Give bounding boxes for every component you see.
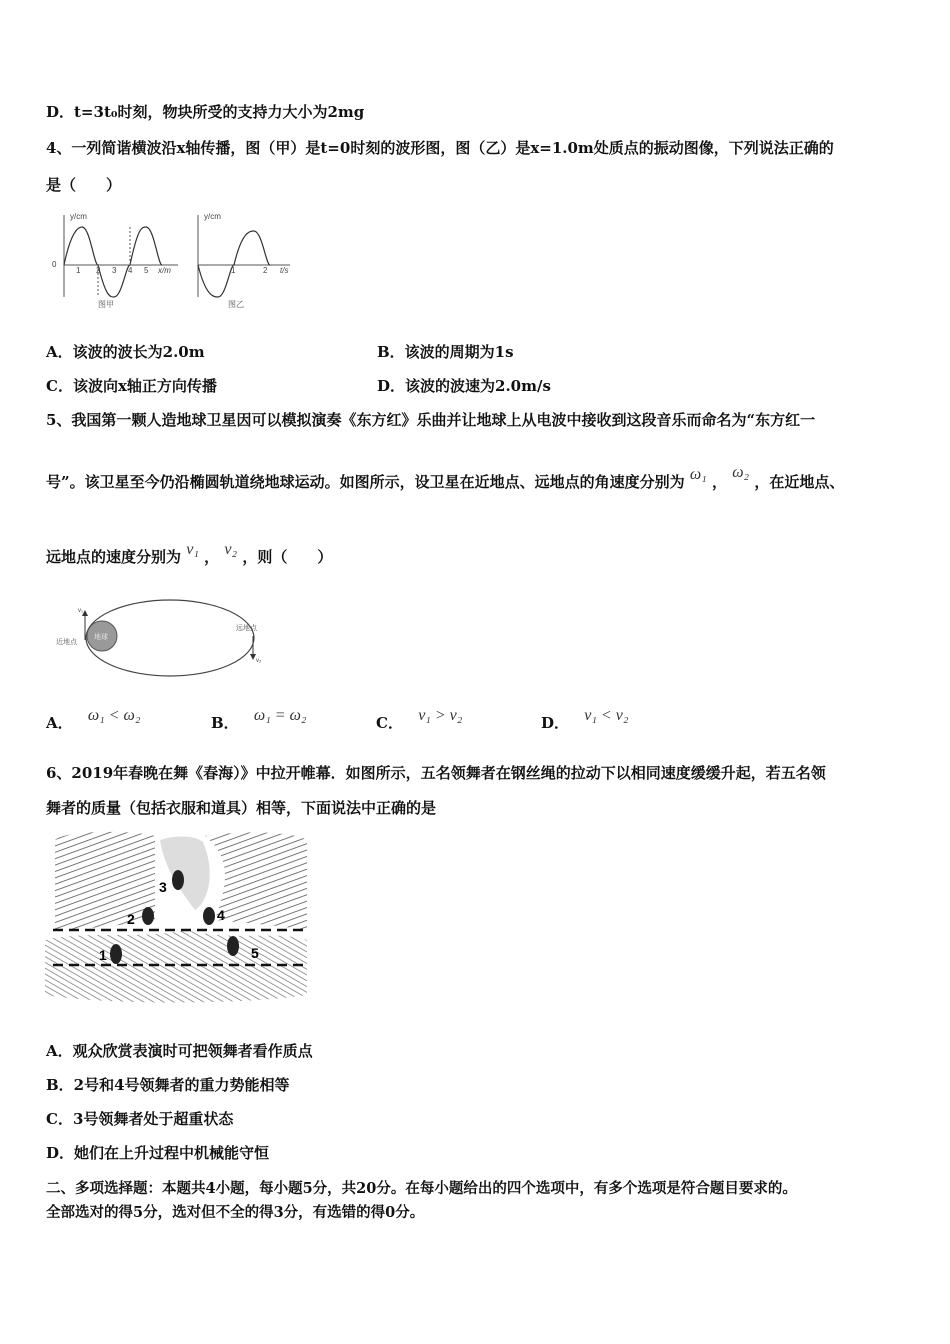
dancer-label-1: 1: [99, 947, 107, 963]
dancer-label-4: 4: [217, 907, 225, 923]
q5-option-a-expr: ω₁ < ω₂: [87, 707, 141, 724]
q5-stem-line2-text: 号”。该卫星至今仍沿椭圆轨道绕地球运动。如图所示，设卫星在近地点、远地点的角速度分别为: [46, 473, 685, 491]
q5-option-c-letter: C．: [376, 714, 403, 732]
q4-fig-b-tick-2: 2: [263, 266, 268, 275]
q4-fig-a-ylabel: y/cm: [70, 212, 87, 221]
q4-fig-a-tick-1: 1: [76, 266, 81, 275]
q5-stem-line3-text: 远地点的速度分别为: [46, 548, 182, 566]
q4-option-b: B．该波的周期为1s: [377, 343, 514, 361]
q6-option-c: C．3号领舞者处于超重状态: [46, 1110, 234, 1128]
q4-fig-a-tick-3: 3: [112, 266, 117, 275]
q6-option-b: B．2号和4号领舞者的重力势能相等: [46, 1076, 290, 1094]
q4-option-a: A．该波的波长为2.0m: [46, 343, 205, 361]
q6-stem-line2: 舞者的质量（包括衣服和道具）相等，下面说法中正确的是: [46, 799, 437, 817]
v2-arrow-label: v₂: [256, 658, 262, 664]
q5-stem-line2-tail: ，在近地点、: [754, 473, 845, 491]
dancer-label-5: 5: [251, 945, 259, 961]
q6-stem-line1: 6、2019年春晚在舞《春海）》中拉开帷幕．如图所示，五名领舞者在钢丝绳的拉动下以相同速度缓缓升起，若五名领: [46, 764, 826, 782]
q4-fig-b-ylabel: y/cm: [204, 212, 221, 221]
q5-v1: v₁: [186, 541, 199, 558]
q6-option-a: A．观众欣赏表演时可把领舞者看作质点: [46, 1042, 313, 1060]
q5-sep2: ，: [204, 548, 220, 566]
q4-option-d: D．该波的波速为2.0m/s: [377, 377, 551, 395]
q4-figures: [50, 207, 300, 317]
apogee-label: 远地点: [236, 625, 257, 632]
q5-stem-line3: [46, 541, 333, 567]
q4-figure-b: [198, 212, 290, 309]
q4-fig-a-origin: 0: [52, 260, 57, 269]
q4-fig-a-caption: 图甲: [98, 300, 114, 309]
q4-figure-a: [52, 212, 178, 309]
q4-fig-b-xlabel: t/s: [280, 266, 289, 275]
q4-fig-a-tick-2: 2: [96, 266, 101, 275]
perigee-label: 近地点: [56, 639, 77, 646]
q5-orbit-figure: [52, 598, 262, 682]
q4-fig-b-caption: 图乙: [228, 300, 244, 309]
q5-option-b: [211, 707, 307, 733]
q4-fig-a-xlabel: x/m: [158, 266, 171, 275]
q4-fig-a-tick-4: 4: [128, 266, 133, 275]
q4-stem-line1: 4、一列简谐横波沿x轴传播，图（甲）是t=0时刻的波形图，图（乙）是x=1.0m处质点的振动图像，下列说法正确的: [46, 139, 834, 157]
q5-option-d-expr: v₁ < v₂: [584, 707, 629, 724]
v1-arrow-label: v₁: [78, 608, 84, 614]
dancer-label-3: 3: [159, 879, 167, 895]
q5-option-b-expr: ω₁ = ω₂: [253, 707, 307, 724]
q5-stem-line2: [46, 464, 845, 492]
q5-sep: ，: [711, 473, 727, 491]
q5-option-c: [376, 707, 463, 733]
q5-option-c-expr: v₁ > v₂: [418, 707, 463, 724]
q6-stage-photo: [45, 830, 310, 1005]
q5-option-a-letter: A．: [46, 714, 73, 732]
q5-option-d: [541, 707, 629, 733]
q4-fig-b-tick-1: 1: [231, 266, 236, 275]
q4-option-c: C．该波向x轴正方向传播: [46, 377, 217, 395]
q5-v2: v₂: [224, 541, 238, 558]
section2-line2: 全部选对的得5分，选对但不全的得3分，有选错的得0分。: [46, 1204, 425, 1221]
q4-fig-a-tick-5: 5: [144, 266, 149, 275]
q5-omega1: ω₁: [689, 466, 707, 483]
q5-stem-line1: 5、我国第一颗人造地球卫星因可以模拟演奏《东方红》乐曲并让地球上从电波中接收到这段音乐而命名为“东方红一: [46, 411, 816, 429]
q5-omega2: ω₂: [732, 464, 750, 481]
earth-label: 地球: [94, 634, 108, 641]
q4-stem-line2: 是（ ）: [46, 176, 122, 194]
q5-option-a: [46, 707, 141, 733]
q3-option-d: D．t=3t₀时刻，物块所受的支持力大小为2mg: [46, 103, 365, 121]
section2-line1: 二、多项选择题：本题共4小题，每小题5分，共20分。在每小题给出的四个选项中，有多个选项是符合题目要求的。: [46, 1180, 797, 1197]
q5-stem-line3-tail: ，则（ ）: [242, 548, 333, 566]
q5-option-b-letter: B．: [211, 714, 239, 732]
dancer-label-2: 2: [127, 911, 135, 927]
q5-option-d-letter: D．: [541, 714, 570, 732]
q6-option-d: D．她们在上升过程中机械能守恒: [46, 1144, 270, 1162]
